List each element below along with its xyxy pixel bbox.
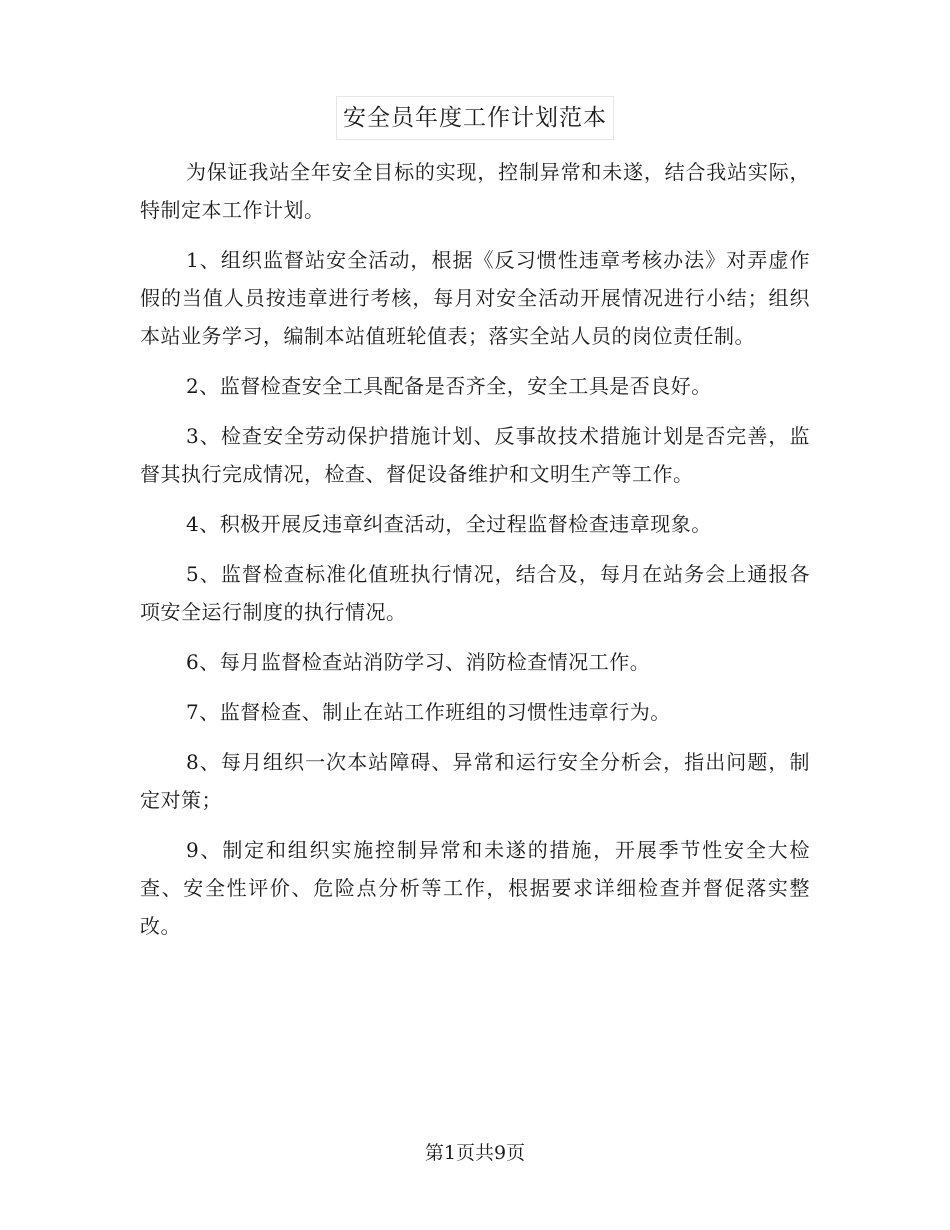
item-paragraph-3: 3、检查安全劳动保护措施计划、反事故技术措施计划是否完善，监督其执行完成情况，检查、督促设备维护和文明生产等工作。	[140, 424, 810, 486]
item-paragraph-7: 7、监督检查、制止在站工作班组的习惯性违章行为。	[186, 700, 671, 724]
item-paragraph-1: 1、组织监督站安全活动，根据《反习惯性违章考核办法》对弄虚作假的当值人员按违章进行考核，每月对安全活动开展情况进行小结；组织本站业务学习，编制本站值班轮值表；落实全站人员的岗位责任制。	[140, 248, 810, 348]
item-paragraph-6: 6、每月监督检查站消防学习、消防检查情况工作。	[186, 650, 651, 674]
item-paragraph-4: 4、积极开展反违章纠查活动，全过程监督检查违章现象。	[186, 512, 712, 536]
intro-paragraph: 为保证我站全年安全目标的实现，控制异常和未遂，结合我站实际，特制定本工作计划。	[140, 160, 810, 222]
document-body	[140, 153, 810, 957]
item-paragraph-2: 2、监督检查安全工具配备是否齐全，安全工具是否良好。	[186, 374, 712, 398]
item-paragraph-5: 5、监督检查标准化值班执行情况，结合及，每月在站务会上通报各项安全运行制度的执行情况。	[140, 562, 810, 624]
item-paragraph-8: 8、每月组织一次本站障碍、异常和运行安全分析会，指出问题，制定对策；	[140, 750, 810, 812]
document-title: 安全员年度工作计划范本	[336, 96, 614, 140]
item-paragraph-9: 9、制定和组织实施控制异常和未遂的措施，开展季节性安全大检查、安全性评价、危险点分析等工作，根据要求详细检查并督促落实整改。	[140, 838, 810, 938]
page-number: 第1页共9页	[424, 1142, 526, 1164]
title-container	[0, 96, 950, 140]
